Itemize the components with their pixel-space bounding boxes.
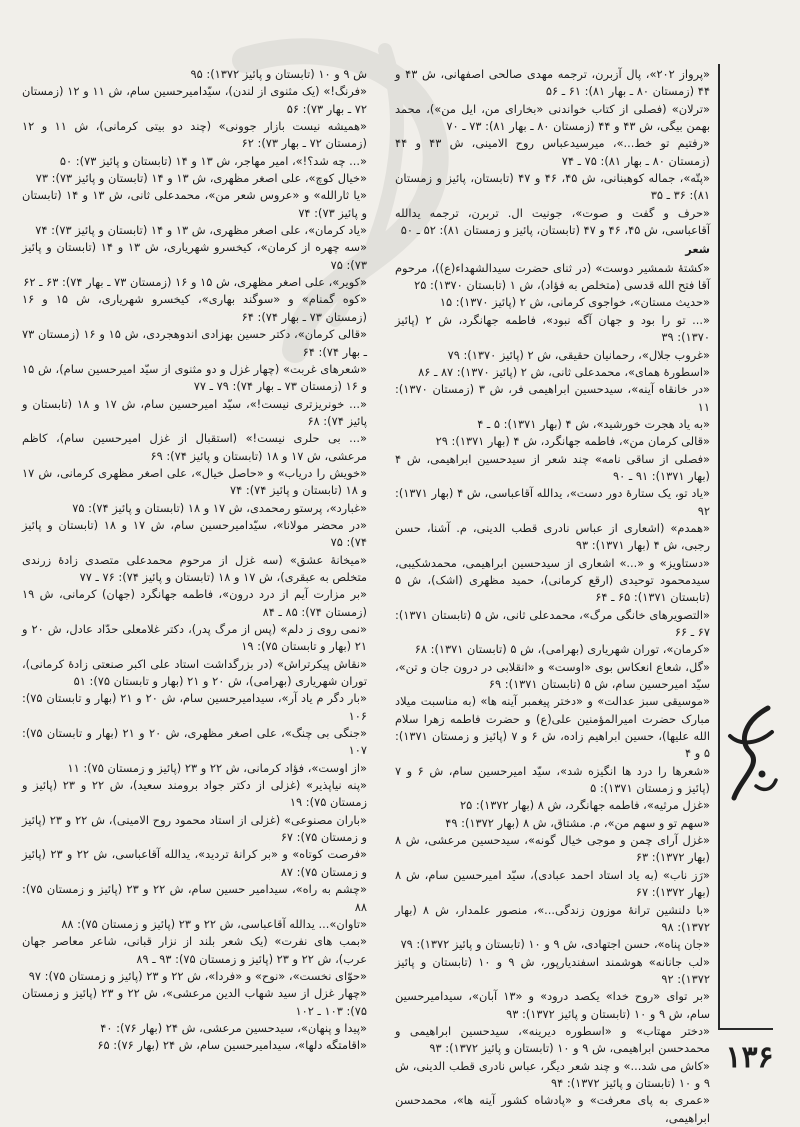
index-entry: «سهم تو و سهم من»، م. مشتاق، ش ۸ (بهار ۱۳۷۲): ۴۹ (445, 815, 710, 830)
index-entry: «التصویرهای خانگی مرگ»، محمدعلی ثانی، ش ۵ (تابستان ۱۳۷۱): ۶۷ ـ ۶۶ (395, 607, 710, 639)
index-entry: «در محضر مولانا»، سیّدامیرحسین سام، ش ۱۷ و ۱۸ (تابستان و پائیز ۷۴): ۷۵ (22, 517, 367, 550)
left-column (22, 66, 367, 1055)
index-entry: «یاد تو، یک ستارهٔ دور دست»، یدالله آقاعباسی، ش ۴ (بهار ۱۳۷۱): ۹۲ (395, 486, 711, 518)
index-entry: «غبارد»، پرستو رمحمدی، ش ۱۷ و ۱۸ (تابستان و پائیز ۷۴): ۷۵ (72, 500, 367, 515)
index-entry: «یاد کرمان»، علی اصغر مظهری، ش ۱۳ و ۱۴ (تابستان و پائیز ۷۳): ۷۴ (35, 223, 367, 238)
index-entry: «ترلان» (فصلی از کتاب خواندنی «بخارای من، ایل من»)، محمد بهمن بیگی، ش ۴۳ و ۴۴ (زمستان ۸۰ ـ بهار ۸۱): ۷۳ ـ ۷۰ (395, 101, 710, 134)
index-entry: «شعرهای غربت» (چهار غزل و دو مثنوی از سیّد امیرحسین سام)، ش ۱۵ و ۱۶ (زمستان ۷۳ ـ بهار ۷۴): ۷۹ ـ ۷۷ (22, 361, 367, 394)
index-entry: «قالی کرمان من»، فاطمه جهانگرد، ش ۴ (بهار ۱۳۷۱): ۲۹ (435, 434, 710, 449)
index-entry: «غزل مرثیه»، فاطمه جهانگرد، ش ۸ (بهار ۱۳۷۲): ۲۵ (459, 798, 710, 813)
index-entry: «قالی کرمان»، دکتر حسین بهزادی اندوهجردی، ش ۱۵ و ۱۶ (زمستان ۷۳ ـ بهار ۷۴): ۶۴ (22, 327, 367, 359)
index-entry: «خیال کوچ»، علی اصغر مظهری، ش ۱۳ و ۱۴ (تابستان و پائیز ۷۳): ۷۳ (35, 171, 367, 186)
index-entry: «چشم به راه»، سیدامیر حسین سام، ش ۲۲ و ۲۳ (پائیز و زمستان ۷۵): ۸۸ (22, 882, 368, 914)
index-entry: «کوه گمنام» و «سوگند بهاری»، کیخسرو شهریاری، ش ۱۵ و ۱۶ (زمستان ۷۳ ـ بهار ۷۴): ۶۴ (22, 292, 368, 324)
index-entry: «یا ثارالله» و «عروس شعر من»، محمدعلی ثانی، ش ۱۳ و ۱۴ (تابستان و پائیز ۷۳): ۷۴ (22, 188, 368, 220)
index-entry: «دستاویز» و «...» اشعاری از سیدحسین ابراهیمی، محمدشکیبی، سیدمحمود توحیدی (ارقع کرمانی)، حمید مظهری (اشک)، ش ۵ (تابستان ۱۳۷۱): ۶۵ ـ ۶۴ (395, 555, 710, 605)
index-entry: «با دلنشین ترانهٔ موزون زندگی...»، منصور علمدار، ش ۸ (بهار ۱۳۷۲): ۹۸ (395, 902, 710, 934)
index-entry: «حرف و گفت و صوت»، جونیت ال. تربرن، ترجمه یدالله آقاعباسی، ش ۴۵، ۴۶ و ۴۷ (تابستان، پائیز و زمستان ۸۱): ۵۲ ـ ۵۰ (395, 205, 710, 238)
right-column (395, 66, 710, 1127)
index-entry: «بر توای «روح خدا» یکصد درود» و «۱۳ آبان»، سیدامیرحسین سام، ش ۹ و ۱۰ (تابستان و پائیز ۱۳۷۲): ۹۳ (395, 989, 710, 1021)
index-entry: «تاوان»... یدالله آقاعباسی، ش ۲۲ و ۲۳ (پائیز و زمستان ۷۵): ۸۸ (61, 916, 367, 931)
index-entry: «جنگی بی چنگ»، علی اصغر مظهری، ش ۲۰ و ۲۱ (بهار و تابستان ۷۵): ۱۰۷ (22, 726, 367, 758)
index-entry: «عمری به پای معرفت» و «پادشاه کشور آینه ها»، محمدحسن ابراهیمی، (395, 1093, 710, 1125)
vertical-rule (718, 64, 720, 1029)
index-entry: «اقامتگه دلها»، سیدامیرحسین سام، ش ۲۴ (بهار ۷۶): ۶۵ (97, 1038, 367, 1053)
footer-rule (718, 1028, 773, 1030)
index-entry: «بر مزارت آیم از درد درون»، فاطمه جهانگرد (جهان) کرمانی، ش ۱۹ (زمستان ۷۴): ۸۵ ـ ۸۴ (22, 587, 367, 619)
index-entry: «اسطورهٔ همای»، محمدعلی ثانی، ش ۲ (پائیز ۱۳۷۰): ۸۷ ـ ۸۶ (418, 364, 710, 379)
index-entry: «غزل آرای چمن و موجی خیال گونه»، سیدحسین مرعشی، ش ۸ (بهار ۱۳۷۲): ۶۳ (395, 833, 710, 865)
index-entry: «... چه شد؟!»، امیر مهاجر، ش ۱۳ و ۱۴ (تابستان و پائیز ۷۳): ۵۰ (59, 153, 367, 168)
index-entry: «در خانقاه آینه»، سیدحسین ابراهیمی فر، ش ۳ (زمستان ۱۳۷۰): ۱۱ (395, 382, 710, 414)
index-entry: «موسیقی سبز عدالت» و «دختر پیغمبر آینه ها» (به مناسبت میلاد مبارک حضرت امیرالمؤمنین علی(ع) و حضرت فاطمه زهرا سلام الله علیها)، حسین ابراهیم زاده، ش ۶ و ۷ (پائیز و زمستان ۱۳۷۱): ۵ و ۴ (395, 694, 710, 761)
index-entry: «غروب جلال»، رحمانیان حقیقی، ش ۲ (پائیز ۱۳۷۰): ۷۹ (447, 347, 710, 362)
index-entry: «دختر مهتاب» و «اسطوره دیرینه»، سیدحسین ابراهیمی و محمدحسن ابراهیمی، ش ۹ و ۱۰ (تابستان و پائیز ۱۳۷۲): ۹۳ (395, 1023, 710, 1056)
index-entry: «فرنگ!» (یک مثنوی از لندن)، سیّدامیرحسین سام، ش ۱۱ و ۱۲ (زمستان ۷۲ ـ بهار ۷۳): ۵۶ (22, 84, 367, 116)
index-entry: «بمب های نفرت» (یک شعر بلند از نزار قبانی، شاعر معاصر جهان عرب)، ش ۲۲ و ۲۳ (پائیز و زمستان ۷۵): ۹۳ ـ ۸۹ (22, 934, 367, 966)
index-entry: «همدم» (اشعاری از عباس نادری قطب الدینی، م. آشنا، حسن رجبی، ش ۴ (بهار ۱۳۷۱): ۹۳ (395, 520, 710, 553)
index-entry: «کاش می شد...» و چند شعر دیگر، عباس نادری قطب الدینی، ش ۹ و ۱۰ (تابستان و پائیز ۱۳۷۲): ۹۴ (395, 1058, 710, 1090)
index-entry: «نمی روی ز دلم» (پس از مرگ پدر)، دکتر غلامعلی حدّاد عادل، ش ۲۰ و ۲۱ (بهار و تابستان ۷۵): ۱۹ (22, 622, 367, 654)
index-entry: «از اوست»، فؤاد کرمانی، ش ۲۲ و ۲۳ (پائیز و زمستان ۷۵): ۱۱ (67, 760, 367, 775)
index-entry: «چهار غزل از سید شهاب الدین مرعشی»، ش ۲۲ و ۲۳ (پائیز و زمستان ۷۵): ۱۰۳ ـ ۱۰۲ (22, 986, 367, 1018)
index-entry: «لب جانانه» هوشمند اسفندیارپور، ش ۹ و ۱۰ (تابستان و پائیز ۱۳۷۲): ۹۲ (395, 954, 710, 986)
index-entry: «کویر»، علی اصغر مظهری، ش ۱۵ و ۱۶ (زمستان ۷۳ ـ بهار ۷۴): ۶۳ ـ ۶۲ (23, 275, 367, 290)
kerman-logo (716, 700, 786, 810)
index-entry: «پتّه»، جماله کوهبنانی، ش ۴۵، ۴۶ و ۴۷ (تابستان، پائیز و زمستان ۸۱): ۳۶ ـ ۳۵ (395, 171, 710, 203)
index-entry: «پنه نیاپذیر» (غزلی از دکتر جواد برومند سعید)، ش ۲۲ و ۲۳ (پائیز و زمستان ۷۵): ۱۹ (22, 778, 367, 810)
index-entry: «... تو را بود و جهان آگه نبود»، فاطمه جهانگرد، ش ۲ (پائیز ۱۳۷۰): ۳۹ (395, 312, 710, 345)
index-entry: «فصلی از ساقی نامه» چند شعر از سیدحسین ابراهیمی، ش ۴ (بهار ۱۳۷۱): ۹۱ ـ ۹۰ (395, 451, 710, 483)
index-entry: «باران مصنوعی» (غزلی از استاد محمود روح الامینی)، ش ۲۲ و ۲۳ (پائیز و زمستان ۷۵): ۶۷ (22, 812, 367, 845)
section-heading-poetry: شعر (685, 242, 710, 257)
right-entries-bottom (395, 260, 710, 1127)
index-entry: «حدیث مستان»، خواجوی کرمانی، ش ۲ (پائیز ۱۳۷۰): ۱۵ (439, 295, 710, 310)
index-entry: «همیشه نیست بازار جوونی» (چند دو بیتی کرمانی)، ش ۱۱ و ۱۲ (زمستان ۷۲ ـ بهار ۷۳): ۶۲ (22, 119, 368, 151)
index-entry: «رفتیم تو خط...»، میرسیدعباس روح الامینی، ش ۴۳ و ۴۴ (زمستان ۸۰ ـ بهار ۸۱): ۷۵ ـ ۷۴ (395, 136, 710, 168)
index-entry: «نقاش پیکرتراش» (در بزرگداشت استاد علی اکبر صنعتی زادهٔ کرمانی)، توران شهریاری (بهرامی)، ش ۲۰ و ۲۱ (بهار و تابستان ۷۵): ۵۱ (22, 656, 367, 689)
index-entry: «رَز ناب» (به یاد استاد احمد عبادی)، سیّد امیرحسین سام، ش ۸ (بهار ۱۳۷۲): ۶۷ (395, 867, 710, 900)
right-entries-top (395, 66, 710, 239)
index-entry: «میخانهٔ عشق» (سه غزل از مرحوم محمدعلی متصدی زادهٔ زرندی متخلص به عبقری)، ش ۱۷ و ۱۸ (تابستان و پائیز ۷۴): ۷۶ ـ ۷۷ (22, 552, 367, 584)
index-entry: «خویش را دریاب» و «حاصل خیال»، علی اصغر مظهری کرمانی، ش ۱۷ و ۱۸ (تابستان و پائیز ۷۴): ۷۴ (22, 465, 367, 498)
index-entry: «به یاد هجرت خورشید»، ش ۴ (بهار ۱۳۷۱): ۵ ـ ۴ (477, 416, 710, 431)
index-entry: «گل، شعاع انعکاس بوی «اوست» و «انقلابی در درون جان و تن»، سیّد امیرحسین سام، ش ۵ (تابستان ۱۳۷۱): ۶۹ (395, 659, 710, 692)
index-entry: «پیدا و پنهان»، سیدحسین مرعشی، ش ۲۴ (بهار ۷۶): ۴۰ (100, 1020, 367, 1035)
index-entry: «جان پناه»، حسن اجتهادی، ش ۹ و ۱۰ (تابستان و پائیز ۱۳۷۲): ۷۹ (400, 937, 710, 952)
index-entry: «... بی حلری نیست!» (استقبال از غزل امیرحسین سام)، کاظم مرعشی، ش ۱۷ و ۱۸ (تابستان و پائیز ۷۴): ۶۹ (22, 431, 367, 463)
index-entry: «بار دگر م یاد آر»، سیدامیرحسین سام، ش ۲۰ و ۲۱ (بهار و تابستان ۷۵): ۱۰۶ (22, 691, 367, 723)
index-entry: «... خونریزتری نیست!»، سیّد امیرحسین سام، ش ۱۷ و ۱۸ (تابستان و پائیز ۷۴): ۶۸ (22, 396, 367, 428)
index-entry: «سه چهره از کرمان»، کیخسرو شهریاری، ش ۱۳ و ۱۴ (تابستان و پائیز ۷۳): ۷۵ (22, 240, 368, 272)
page-number: ۱۳۶ (725, 1040, 774, 1075)
index-entry: ش ۹ و ۱۰ (تابستان و پائیز ۱۳۷۲): ۹۵ (190, 67, 367, 81)
index-entry: «شعرها را درد ها انگیزه شد»، سیّد امیرحسین سام، ش ۶ و ۷ (پائیز و زمستان ۱۳۷۱): ۵ (395, 763, 710, 796)
index-entry: «پرواز ۲۰۲»، پال آزبرن، ترجمه مهدی صالحی اصفهانی، ش ۴۳ و ۴۴ (زمستان ۸۰ ـ بهار ۸۱): ۶۱ ـ ۵۶ (395, 67, 710, 99)
index-entry: «حوّای نخست»، «نوح» و «فردا»، ش ۲۲ و ۲۳ (پائیز و زمستان ۷۵): ۹۷ (28, 968, 367, 983)
index-entry: «فرصت کوتاه» و «بر کرانهٔ تردید»، یدالله آقاعباسی، ش ۲۲ و ۲۳ (پائیز و زمستان ۷۵): ۸۷ (22, 847, 367, 879)
index-entry: «کرمان»، توران شهریاری (بهرامی)، ش ۵ (تابستان ۱۳۷۱): ۶۸ (414, 642, 710, 657)
index-entry: «کشتهٔ شمشیر دوست» (در ثنای حضرت سیدالشهداء(ع))، مرحوم آقا فتح الله قدسی (متخلص به فؤاد)، ش ۱ (تابستان ۱۳۷۰): ۲۵ (395, 260, 710, 293)
